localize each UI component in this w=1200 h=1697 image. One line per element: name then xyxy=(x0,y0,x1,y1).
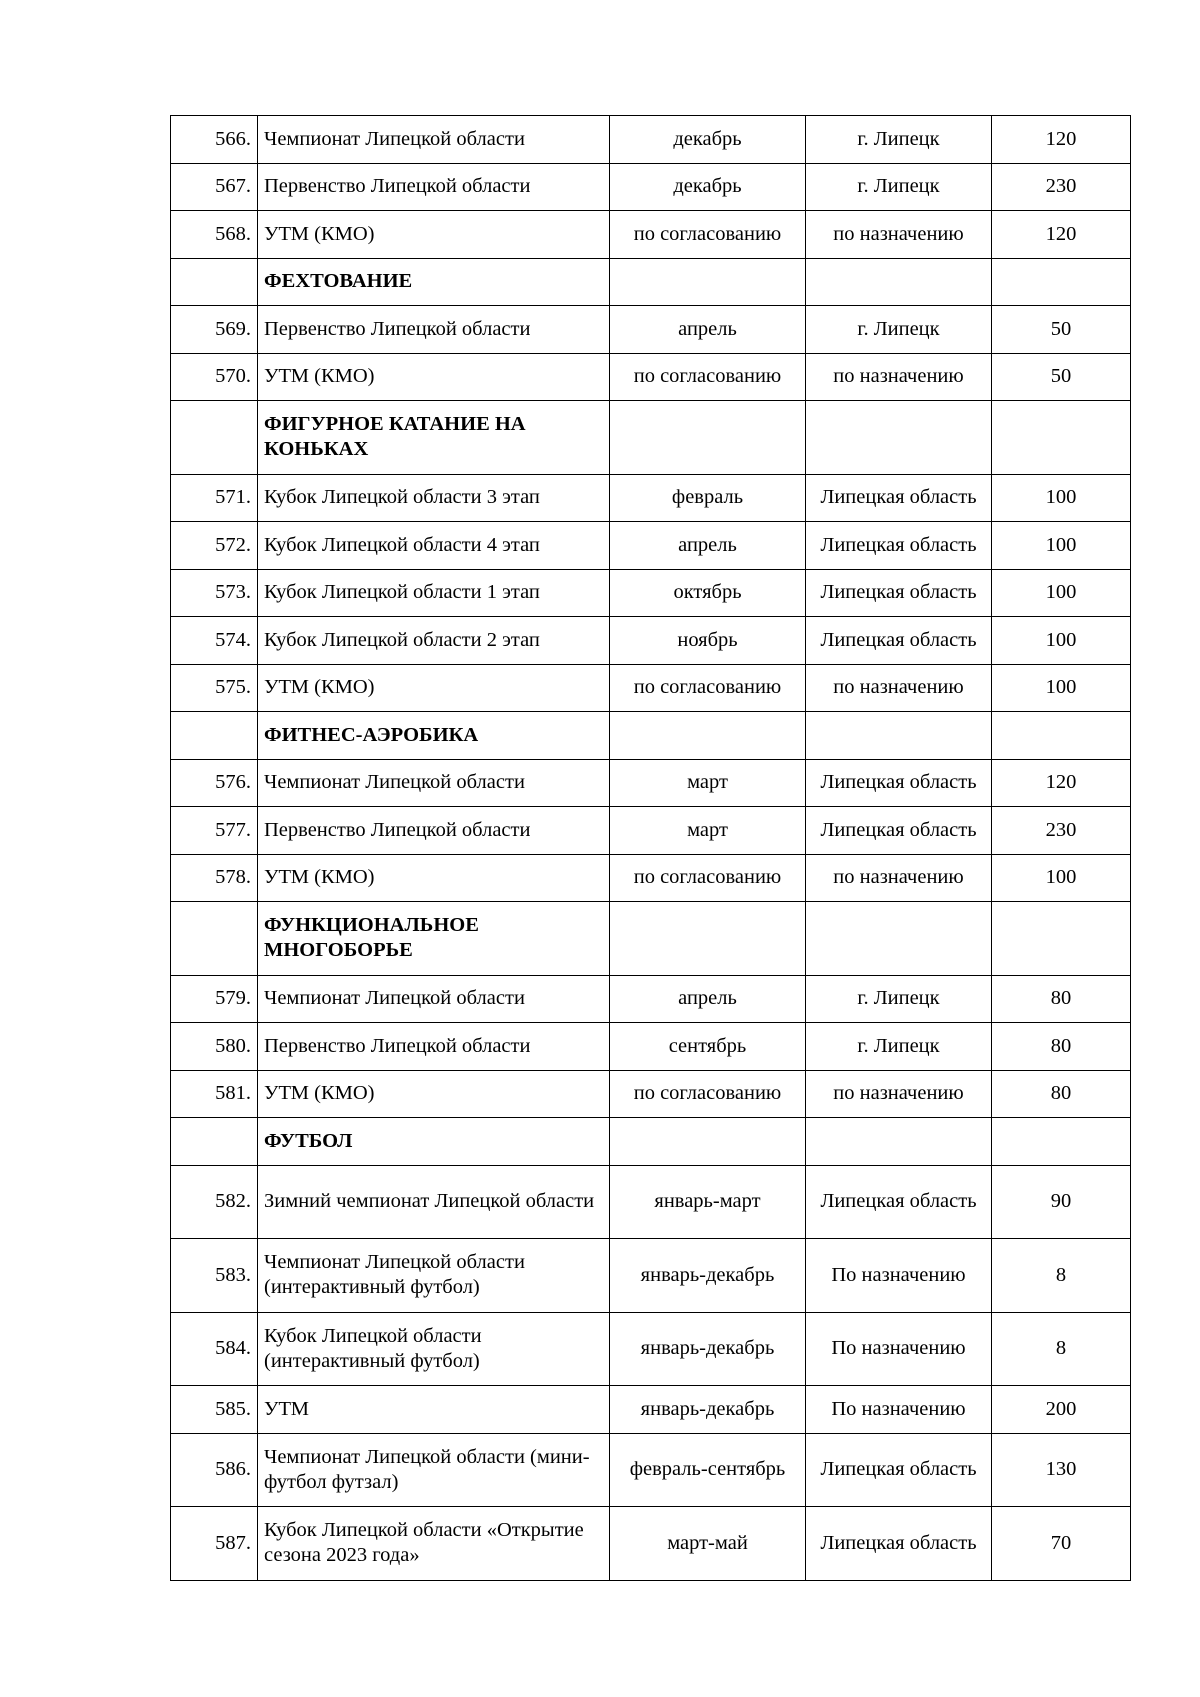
events-table xyxy=(170,115,1131,1581)
event-date: март xyxy=(610,807,806,855)
event-name: Чемпионат Липецкой области xyxy=(258,975,610,1023)
section-title: ФУТБОЛ xyxy=(258,1118,610,1166)
event-place: Липецкая область xyxy=(806,759,992,807)
event-place: г. Липецк xyxy=(806,1023,992,1071)
participant-count: 70 xyxy=(992,1507,1131,1581)
event-date xyxy=(610,401,806,475)
section-header-row xyxy=(171,1118,1131,1166)
event-place xyxy=(806,902,992,976)
row-number: 567. xyxy=(171,163,258,211)
row-number: 586. xyxy=(171,1433,258,1507)
event-place: Липецкая область xyxy=(806,1165,992,1239)
participant-count: 200 xyxy=(992,1386,1131,1434)
event-name: Чемпионат Липецкой области (интерактивный футбол) xyxy=(258,1239,610,1313)
participant-count: 100 xyxy=(992,522,1131,570)
event-place: По назначению xyxy=(806,1386,992,1434)
participant-count: 80 xyxy=(992,1070,1131,1118)
event-name: Зимний чемпионат Липецкой области xyxy=(258,1165,610,1239)
participant-count: 90 xyxy=(992,1165,1131,1239)
event-name: Чемпионат Липецкой области xyxy=(258,116,610,164)
event-date xyxy=(610,258,806,306)
event-name: Первенство Липецкой области xyxy=(258,306,610,354)
participant-count: 50 xyxy=(992,306,1131,354)
row-number: 587. xyxy=(171,1507,258,1581)
table-row xyxy=(171,975,1131,1023)
table-row xyxy=(171,759,1131,807)
event-date: по согласованию xyxy=(610,664,806,712)
participant-count xyxy=(992,712,1131,760)
row-number: 566. xyxy=(171,116,258,164)
row-number: 570. xyxy=(171,353,258,401)
row-number: 584. xyxy=(171,1312,258,1386)
event-place: г. Липецк xyxy=(806,975,992,1023)
event-name: Чемпионат Липецкой области xyxy=(258,759,610,807)
participant-count: 80 xyxy=(992,1023,1131,1071)
event-date: ноябрь xyxy=(610,617,806,665)
participant-count xyxy=(992,1118,1131,1166)
event-date: февраль xyxy=(610,474,806,522)
participant-count: 100 xyxy=(992,854,1131,902)
row-number xyxy=(171,712,258,760)
table-row xyxy=(171,807,1131,855)
section-title: ФИГУРНОЕ КАТАНИЕ НА КОНЬКАХ xyxy=(258,401,610,475)
event-place: по назначению xyxy=(806,1070,992,1118)
event-place: по назначению xyxy=(806,353,992,401)
table-row xyxy=(171,1312,1131,1386)
participant-count: 120 xyxy=(992,211,1131,259)
participant-count: 8 xyxy=(992,1312,1131,1386)
row-number: 579. xyxy=(171,975,258,1023)
event-name: УТМ (КМО) xyxy=(258,211,610,259)
section-header-row xyxy=(171,902,1131,976)
event-place: г. Липецк xyxy=(806,306,992,354)
participant-count: 100 xyxy=(992,569,1131,617)
section-header-row xyxy=(171,712,1131,760)
event-date: по согласованию xyxy=(610,1070,806,1118)
event-date: октябрь xyxy=(610,569,806,617)
participant-count xyxy=(992,401,1131,475)
row-number: 568. xyxy=(171,211,258,259)
row-number: 576. xyxy=(171,759,258,807)
participant-count xyxy=(992,902,1131,976)
row-number xyxy=(171,902,258,976)
table-row xyxy=(171,1165,1131,1239)
event-date: апрель xyxy=(610,522,806,570)
row-number xyxy=(171,1118,258,1166)
table-row xyxy=(171,474,1131,522)
event-name: Первенство Липецкой области xyxy=(258,807,610,855)
participant-count: 50 xyxy=(992,353,1131,401)
event-date xyxy=(610,1118,806,1166)
event-name: Первенство Липецкой области xyxy=(258,163,610,211)
row-number xyxy=(171,258,258,306)
participant-count: 8 xyxy=(992,1239,1131,1313)
event-name: Кубок Липецкой области «Открытие сезона 2023 года» xyxy=(258,1507,610,1581)
participant-count: 130 xyxy=(992,1433,1131,1507)
table-row xyxy=(171,163,1131,211)
table-row xyxy=(171,1070,1131,1118)
event-place: по назначению xyxy=(806,854,992,902)
event-name: УТМ (КМО) xyxy=(258,1070,610,1118)
event-place: По назначению xyxy=(806,1239,992,1313)
row-number: 574. xyxy=(171,617,258,665)
event-place: по назначению xyxy=(806,211,992,259)
section-header-row xyxy=(171,258,1131,306)
section-title: ФИТНЕС-АЭРОБИКА xyxy=(258,712,610,760)
event-place xyxy=(806,401,992,475)
event-date: по согласованию xyxy=(610,211,806,259)
table-row xyxy=(171,617,1131,665)
event-place: Липецкая область xyxy=(806,1433,992,1507)
event-name: УТМ (КМО) xyxy=(258,353,610,401)
participant-count: 230 xyxy=(992,163,1131,211)
participant-count: 80 xyxy=(992,975,1131,1023)
event-name: УТМ (КМО) xyxy=(258,854,610,902)
event-date: сентябрь xyxy=(610,1023,806,1071)
row-number: 577. xyxy=(171,807,258,855)
row-number: 581. xyxy=(171,1070,258,1118)
table-row xyxy=(171,211,1131,259)
event-date: февраль-сентябрь xyxy=(610,1433,806,1507)
event-date: январь-март xyxy=(610,1165,806,1239)
event-date: декабрь xyxy=(610,163,806,211)
event-place: По назначению xyxy=(806,1312,992,1386)
row-number xyxy=(171,401,258,475)
event-name: Кубок Липецкой области 2 этап xyxy=(258,617,610,665)
event-place: Липецкая область xyxy=(806,1507,992,1581)
table-row xyxy=(171,1433,1131,1507)
event-name: УТМ (КМО) xyxy=(258,664,610,712)
event-place: Липецкая область xyxy=(806,522,992,570)
event-date xyxy=(610,712,806,760)
table-row xyxy=(171,116,1131,164)
event-date: апрель xyxy=(610,306,806,354)
participant-count: 100 xyxy=(992,664,1131,712)
event-name: Кубок Липецкой области 4 этап xyxy=(258,522,610,570)
row-number: 571. xyxy=(171,474,258,522)
event-date: по согласованию xyxy=(610,353,806,401)
section-header-row xyxy=(171,401,1131,475)
table-row xyxy=(171,353,1131,401)
event-place: г. Липецк xyxy=(806,116,992,164)
participant-count xyxy=(992,258,1131,306)
event-name: Чемпионат Липецкой области (мини-футбол футзал) xyxy=(258,1433,610,1507)
table-row xyxy=(171,306,1131,354)
event-place: Липецкая область xyxy=(806,807,992,855)
event-name: УТМ xyxy=(258,1386,610,1434)
participant-count: 230 xyxy=(992,807,1131,855)
section-title: ФЕХТОВАНИЕ xyxy=(258,258,610,306)
event-name: Первенство Липецкой области xyxy=(258,1023,610,1071)
table-row xyxy=(171,1023,1131,1071)
event-place xyxy=(806,1118,992,1166)
row-number: 585. xyxy=(171,1386,258,1434)
event-place xyxy=(806,258,992,306)
event-place: Липецкая область xyxy=(806,474,992,522)
event-place: г. Липецк xyxy=(806,163,992,211)
row-number: 572. xyxy=(171,522,258,570)
row-number: 583. xyxy=(171,1239,258,1313)
event-name: Кубок Липецкой области (интерактивный футбол) xyxy=(258,1312,610,1386)
table-row xyxy=(171,1507,1131,1581)
event-date: по согласованию xyxy=(610,854,806,902)
event-date: январь-декабрь xyxy=(610,1386,806,1434)
event-place xyxy=(806,712,992,760)
event-date: март-май xyxy=(610,1507,806,1581)
participant-count: 100 xyxy=(992,617,1131,665)
table-row xyxy=(171,1386,1131,1434)
table-row xyxy=(171,854,1131,902)
row-number: 582. xyxy=(171,1165,258,1239)
event-date: январь-декабрь xyxy=(610,1312,806,1386)
row-number: 573. xyxy=(171,569,258,617)
events-table-body xyxy=(171,116,1131,1581)
table-row xyxy=(171,569,1131,617)
event-date: январь-декабрь xyxy=(610,1239,806,1313)
row-number: 569. xyxy=(171,306,258,354)
event-date xyxy=(610,902,806,976)
event-date: апрель xyxy=(610,975,806,1023)
participant-count: 120 xyxy=(992,116,1131,164)
event-place: по назначению xyxy=(806,664,992,712)
event-place: Липецкая область xyxy=(806,617,992,665)
event-date: декабрь xyxy=(610,116,806,164)
section-title: ФУНКЦИОНАЛЬНОЕ МНОГОБОРЬЕ xyxy=(258,902,610,976)
event-name: Кубок Липецкой области 1 этап xyxy=(258,569,610,617)
row-number: 580. xyxy=(171,1023,258,1071)
event-name: Кубок Липецкой области 3 этап xyxy=(258,474,610,522)
event-place: Липецкая область xyxy=(806,569,992,617)
participant-count: 120 xyxy=(992,759,1131,807)
event-date: март xyxy=(610,759,806,807)
row-number: 578. xyxy=(171,854,258,902)
participant-count: 100 xyxy=(992,474,1131,522)
table-row xyxy=(171,664,1131,712)
table-row xyxy=(171,1239,1131,1313)
row-number: 575. xyxy=(171,664,258,712)
table-row xyxy=(171,522,1131,570)
